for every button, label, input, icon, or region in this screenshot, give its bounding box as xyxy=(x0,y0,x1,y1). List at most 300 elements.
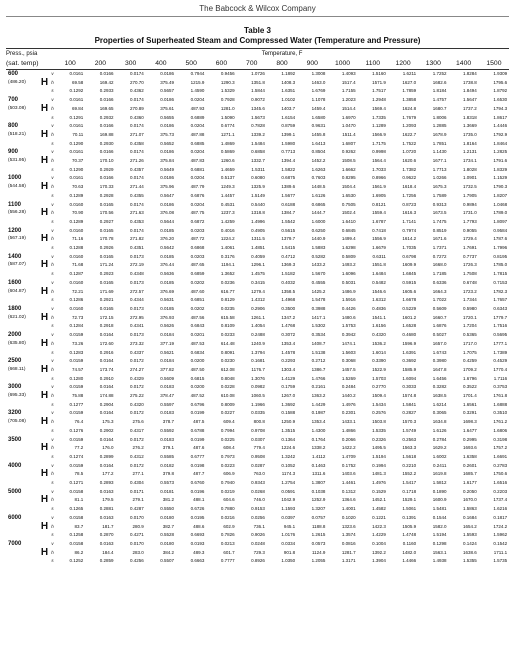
value-cell xyxy=(448,70,478,97)
value-v: 0.0159 xyxy=(69,332,84,338)
value-v: 0.1221 xyxy=(372,514,386,520)
value-v: 0.0204 xyxy=(190,149,205,155)
temp-header-200: 200 xyxy=(85,59,115,70)
value-h: 170.78 xyxy=(99,236,114,242)
value-s: 0.2899 xyxy=(99,453,114,459)
value-h: 487.88 xyxy=(190,131,205,137)
value-cell xyxy=(176,305,206,331)
value-h: 271.44 xyxy=(130,184,144,190)
value-s: 1.6678 xyxy=(402,297,417,303)
value-cell xyxy=(358,331,388,357)
value-v: 0.9998 xyxy=(372,149,386,155)
table-row xyxy=(6,357,509,383)
value-cell xyxy=(146,436,176,462)
value-cell xyxy=(55,96,85,122)
value-cell xyxy=(358,357,388,383)
value-cell xyxy=(237,227,267,253)
value-cell xyxy=(448,436,478,462)
value-h: 1481.3 xyxy=(372,471,386,477)
value-v: 0.0180 xyxy=(160,514,175,520)
property-label: v xyxy=(51,305,54,311)
value-cell xyxy=(85,96,115,122)
row-letter: H xyxy=(40,337,49,349)
value-cell xyxy=(237,70,267,97)
value-cell xyxy=(358,174,388,200)
value-s: 1.8164 xyxy=(462,140,477,146)
value-cell xyxy=(418,331,448,357)
property-label: s xyxy=(51,349,54,355)
value-cell xyxy=(327,70,357,97)
value-h: 170.10 xyxy=(99,158,114,164)
value-h: 1732.5 xyxy=(462,184,477,190)
value-s: 1.4590 xyxy=(190,88,205,94)
row-letter: H xyxy=(40,520,49,532)
value-cell xyxy=(327,409,357,435)
value-cell xyxy=(146,174,176,200)
value-cell xyxy=(358,96,388,122)
value-h: 1627.0 xyxy=(402,79,417,85)
value-v: 0.0165 xyxy=(99,253,114,259)
value-v: 1.3858 xyxy=(402,97,417,103)
value-v: 0.0165 xyxy=(99,201,114,207)
value-s: 1.7389 xyxy=(493,349,508,355)
value-h: 376.20 xyxy=(160,236,175,242)
value-cell xyxy=(116,462,146,488)
value-v: 0.0204 xyxy=(190,97,205,103)
value-cell xyxy=(146,70,176,97)
value-cell xyxy=(479,462,509,488)
value-cell xyxy=(267,201,297,227)
value-s: 0.5652 xyxy=(160,140,175,146)
value-v: 0.1004 xyxy=(372,540,386,546)
value-s: 1.8464 xyxy=(493,140,508,146)
value-h: 604.6 xyxy=(223,497,235,503)
value-h: 489.3 xyxy=(193,549,205,555)
property-label: s xyxy=(51,375,54,381)
value-v: 0.0160 xyxy=(69,227,84,233)
value-v: 0.9055 xyxy=(462,227,477,233)
value-h: 1717.0 xyxy=(462,340,477,346)
value-cell xyxy=(55,174,85,200)
value-v: 0.0203 xyxy=(190,253,205,259)
value-cell xyxy=(176,253,206,279)
value-v: 0.4320 xyxy=(372,332,386,338)
value-h: 375.73 xyxy=(160,131,175,137)
value-s: 0.4355 xyxy=(130,192,144,198)
value-s: 0.7973 xyxy=(220,453,235,459)
value-s: 1.7256 xyxy=(402,192,417,198)
value-s: 1.6477 xyxy=(462,427,477,433)
value-h: 1569.4 xyxy=(372,105,386,111)
value-cell xyxy=(146,148,176,174)
value-v: 0.6343 xyxy=(493,305,508,311)
value-cell xyxy=(267,488,297,514)
value-cell xyxy=(116,409,146,435)
value-v: 0.0202 xyxy=(190,305,205,311)
value-h: 1671.6 xyxy=(432,236,447,242)
value-v: 0.2484 xyxy=(341,384,356,390)
value-h: 1750.6 xyxy=(493,471,508,477)
temp-header-600: 600 xyxy=(206,59,236,70)
value-cell xyxy=(176,540,206,566)
saturation-temp: (518.21) xyxy=(8,131,26,137)
value-h: 1563.3 xyxy=(402,445,417,451)
value-h: 1566.9 xyxy=(372,131,386,137)
value-cell xyxy=(327,331,357,357)
value-cell xyxy=(297,357,327,383)
value-cell xyxy=(388,331,418,357)
row-letter: H xyxy=(40,546,49,558)
pressure-value: 5000 xyxy=(8,488,22,495)
value-s: 1.7589 xyxy=(432,192,447,198)
value-cell xyxy=(85,488,115,514)
property-label: s xyxy=(51,427,54,433)
value-h: 77.2 xyxy=(74,445,84,451)
value-v: 0.0173 xyxy=(130,305,144,311)
value-s: 1.6351 xyxy=(281,88,296,94)
value-v: 0.0163 xyxy=(99,488,114,494)
value-s: 1.6807 xyxy=(341,140,356,146)
value-cell xyxy=(479,331,509,357)
value-v: 0.6250 xyxy=(311,227,326,233)
value-cell xyxy=(267,436,297,462)
value-s: 0.5655 xyxy=(160,114,175,120)
value-v: 0.4531 xyxy=(220,201,235,207)
value-h: 272.57 xyxy=(130,288,144,294)
value-s: 1.7522 xyxy=(402,140,417,146)
temp-header-1200: 1200 xyxy=(388,59,418,70)
value-v: 0.0159 xyxy=(69,410,84,416)
value-v: 0.1752 xyxy=(341,462,356,468)
value-v: 1.2948 xyxy=(372,97,386,103)
value-v: 0.6845 xyxy=(341,227,356,233)
value-v: 0.0163 xyxy=(99,540,114,546)
value-cell xyxy=(237,383,267,409)
value-h: 1379.7 xyxy=(281,236,296,242)
value-h: 1738.8 xyxy=(462,79,477,85)
value-h: 279.1 xyxy=(132,497,144,503)
value-s: 0.8048 xyxy=(220,375,235,381)
value-v: 0.0161 xyxy=(69,123,84,129)
value-cell xyxy=(418,174,448,200)
value-v: 0.1764 xyxy=(311,436,326,442)
value-h: 1536.2 xyxy=(372,340,386,346)
value-h: 1574.8 xyxy=(402,393,417,399)
value-v: 0.0158 xyxy=(69,488,84,494)
value-s: 1.7335 xyxy=(372,114,386,120)
temp-header-100: 100 xyxy=(55,59,85,70)
value-v: 0.6080 xyxy=(251,175,265,181)
value-cell xyxy=(267,514,297,540)
table-row xyxy=(6,174,509,200)
value-cell xyxy=(176,357,206,383)
temp-header-300: 300 xyxy=(116,59,146,70)
value-cell xyxy=(55,436,85,462)
value-v: 0.2210 xyxy=(402,462,417,468)
value-v: 0.1052 xyxy=(281,462,296,468)
saturation-temp: (668.11) xyxy=(8,366,26,372)
value-v: 0.0573 xyxy=(311,540,326,546)
table-caption: Properties of Superheated Steam and Compressed Water (Temperature and Pressure) xyxy=(94,36,421,45)
saturation-temp: (621.02) xyxy=(8,314,26,320)
value-h: 616.77 xyxy=(220,288,235,294)
value-cell xyxy=(418,409,448,435)
value-h: 1757.2 xyxy=(493,445,508,451)
value-v: 0.3753 xyxy=(493,384,508,390)
value-s: 1.8006 xyxy=(432,114,447,120)
value-v: 0.0166 xyxy=(99,97,114,103)
value-s: 1.7185 xyxy=(432,271,447,277)
value-s: 0.5528 xyxy=(160,532,175,538)
table-row xyxy=(6,148,509,174)
value-h: 1624.8 xyxy=(402,105,417,111)
value-s: 1.7815 xyxy=(493,271,508,277)
value-v: 0.6188 xyxy=(281,201,296,207)
value-cell xyxy=(358,462,388,488)
value-s: 0.2930 xyxy=(99,140,114,146)
value-v: 1.2131 xyxy=(462,149,477,155)
value-cell xyxy=(388,70,418,97)
value-s: 1.3515 xyxy=(281,427,296,433)
value-s: 1.5269 xyxy=(341,375,356,381)
value-cell xyxy=(448,540,478,566)
value-v: 1.1892 xyxy=(281,71,296,76)
value-v: 0.1588 xyxy=(281,410,296,416)
value-h: 70.11 xyxy=(72,131,84,137)
value-s: 1.7905 xyxy=(462,192,477,198)
value-h: 945.1 xyxy=(283,523,296,529)
value-h: 1629.2 xyxy=(432,445,447,451)
value-v: 0.1759 xyxy=(281,384,296,390)
value-s: 1.4259 xyxy=(220,218,235,224)
value-s: 1.5090 xyxy=(220,114,235,120)
value-h: 1311.5 xyxy=(251,236,265,242)
value-h: 614.48 xyxy=(220,340,235,346)
value-s: 0.1287 xyxy=(69,271,84,277)
value-cell xyxy=(116,436,146,462)
value-cell xyxy=(116,148,146,174)
value-v: 0.7713 xyxy=(281,149,296,155)
value-v: 0.5229 xyxy=(402,305,417,311)
property-label: s xyxy=(51,271,54,277)
value-v: 0.8519 xyxy=(432,227,447,233)
value-cell xyxy=(55,357,85,383)
value-v: 0.5482 xyxy=(372,279,386,285)
value-cell xyxy=(448,174,478,200)
pressure-cell xyxy=(6,279,39,305)
value-cell xyxy=(176,148,206,174)
value-v: 0.5915 xyxy=(402,279,417,285)
value-v: 0.3500 xyxy=(281,305,296,311)
value-cell xyxy=(358,436,388,462)
value-cell xyxy=(448,253,478,279)
value-h: 1339.2 xyxy=(251,131,265,137)
value-h: 1600.9 xyxy=(432,497,447,503)
value-s: 0.5507 xyxy=(160,558,175,564)
value-cell xyxy=(116,514,146,540)
value-s: 1.7657 xyxy=(493,297,508,303)
value-v: 0.0186 xyxy=(160,123,175,129)
value-h: 1224.2 xyxy=(220,236,235,242)
value-v: 1.2885 xyxy=(432,123,447,129)
value-h: 487.60 xyxy=(190,288,205,294)
value-h: 1493.2 xyxy=(341,262,356,268)
value-v: 0.6865 xyxy=(311,201,326,207)
value-cell xyxy=(358,253,388,279)
value-cell xyxy=(388,488,418,514)
temp-header-800: 800 xyxy=(267,59,297,70)
value-v: 0.3068 xyxy=(341,358,356,364)
value-v: 0.5440 xyxy=(251,201,265,207)
value-cell xyxy=(297,331,327,357)
value-cell xyxy=(448,96,478,122)
value-v: 0.3534 xyxy=(311,332,326,338)
value-cell xyxy=(388,409,418,435)
value-cell xyxy=(85,148,115,174)
value-s: 0.4317 xyxy=(130,427,144,433)
value-v: 0.0172 xyxy=(130,358,144,364)
value-v: 0.4680 xyxy=(402,332,417,338)
value-s: 0.4256 xyxy=(130,558,144,564)
value-cell xyxy=(237,253,267,279)
value-cell xyxy=(267,148,297,174)
value-h: 1440.9 xyxy=(311,236,326,242)
value-s: 1.4300 xyxy=(311,427,326,433)
table-row xyxy=(6,540,509,566)
value-s: 1.5916 xyxy=(341,297,356,303)
value-cell xyxy=(85,122,115,148)
value-v: 0.3065 xyxy=(432,410,447,416)
value-s: 1.6662 xyxy=(341,166,356,172)
value-s: 1.7793 xyxy=(462,218,477,224)
value-h: 1499.4 xyxy=(341,236,356,242)
value-v: 0.3198 xyxy=(493,436,508,442)
value-s: 1.6413 xyxy=(311,140,326,146)
value-h: 1761.8 xyxy=(493,393,508,399)
value-v: 0.8966 xyxy=(372,175,386,181)
value-cell xyxy=(116,279,146,305)
value-s: 1.4001 xyxy=(341,506,356,512)
value-h: 1779.7 xyxy=(493,314,508,320)
value-cell xyxy=(55,148,85,174)
pressure-value: 4000 xyxy=(8,462,22,469)
value-s: 0.2893 xyxy=(99,480,114,486)
value-s: 0.5644 xyxy=(160,218,175,224)
value-v: 0.0172 xyxy=(130,436,144,442)
value-s: 1.6177 xyxy=(462,480,477,486)
value-s: 1.4976 xyxy=(372,480,386,486)
value-cell xyxy=(146,514,176,540)
property-label: h xyxy=(51,262,54,268)
value-v: 0.9584 xyxy=(493,227,508,233)
value-h: 1660.7 xyxy=(432,314,447,320)
value-h: 375.61 xyxy=(160,105,175,111)
value-cell xyxy=(388,462,418,488)
value-v: 0.3415 xyxy=(251,279,265,285)
value-h: 1261.1 xyxy=(251,314,265,320)
value-h: 184.4 xyxy=(102,549,114,555)
value-v: 0.2161 xyxy=(311,384,326,390)
value-cell xyxy=(206,331,236,357)
value-cell xyxy=(267,409,297,435)
value-s: 0.2916 xyxy=(99,349,114,355)
value-v: 0.0161 xyxy=(69,71,84,76)
value-h: 1188.8 xyxy=(311,523,326,529)
value-v: 0.3176 xyxy=(220,253,235,259)
value-cell xyxy=(55,488,85,514)
value-s: 0.6851 xyxy=(190,297,205,303)
value-cell xyxy=(267,383,297,409)
value-h: 1761.2 xyxy=(493,419,508,425)
value-cell xyxy=(206,357,236,383)
row-letter: H xyxy=(40,181,49,193)
row-letter: H xyxy=(40,468,49,480)
value-v: 0.0201 xyxy=(190,332,205,338)
value-v: 0.6875 xyxy=(281,175,296,181)
value-v: 0.2411 xyxy=(433,462,447,468)
value-s: 1.5061 xyxy=(402,506,417,512)
value-s: 1.6214 xyxy=(432,401,447,407)
value-h: 375.96 xyxy=(160,184,175,190)
value-s: 0.5657 xyxy=(160,88,175,94)
value-cell xyxy=(146,279,176,305)
value-v: 1.0726 xyxy=(251,71,265,76)
value-v: 0.0165 xyxy=(99,305,114,311)
value-h: 1735.0 xyxy=(462,131,477,137)
value-h: 1353.4 xyxy=(281,340,296,346)
value-v: 1.3008 xyxy=(311,71,326,76)
value-h: 1482.0 xyxy=(402,549,417,555)
value-v: 0.0158 xyxy=(69,514,84,520)
property-label: h xyxy=(51,131,54,137)
value-cell xyxy=(418,436,448,462)
value-cell xyxy=(479,279,509,305)
pressure-value: 600 xyxy=(8,71,19,77)
value-v: 0.0160 xyxy=(69,201,84,207)
value-s: 1.7713 xyxy=(432,166,447,172)
temp-header-1000: 1000 xyxy=(327,59,357,70)
property-label: v xyxy=(51,462,54,468)
value-h: 1452.1 xyxy=(372,497,386,503)
value-cell xyxy=(85,201,115,227)
value-h: 176.0 xyxy=(102,445,114,451)
value-v: 0.0982 xyxy=(251,384,265,390)
value-h: 610.08 xyxy=(220,393,235,399)
property-label: v xyxy=(51,540,54,546)
value-v: 0.2203 xyxy=(493,488,508,494)
value-s: 1.5841 xyxy=(402,401,417,407)
table-row xyxy=(6,514,509,540)
value-v: 0.0397 xyxy=(281,514,296,520)
value-cell xyxy=(479,122,509,148)
value-h: 1552.2 xyxy=(402,471,417,477)
value-h: 378.47 xyxy=(160,393,175,399)
value-h: 1318.8 xyxy=(251,210,265,216)
value-cell xyxy=(146,227,176,253)
value-s: 1.4312 xyxy=(251,297,265,303)
table-row xyxy=(6,409,509,435)
value-s: 0.2921 xyxy=(99,297,114,303)
value-cell xyxy=(358,540,388,566)
value-v: 1.1430 xyxy=(432,149,447,155)
property-label: h xyxy=(51,236,54,242)
pressure-value: 3200 xyxy=(8,410,22,417)
pressure-value: 2000 xyxy=(8,332,22,339)
pressure-cell xyxy=(6,148,39,174)
value-cell xyxy=(388,96,418,122)
row-letter: H xyxy=(40,259,49,271)
value-cell xyxy=(297,540,327,566)
